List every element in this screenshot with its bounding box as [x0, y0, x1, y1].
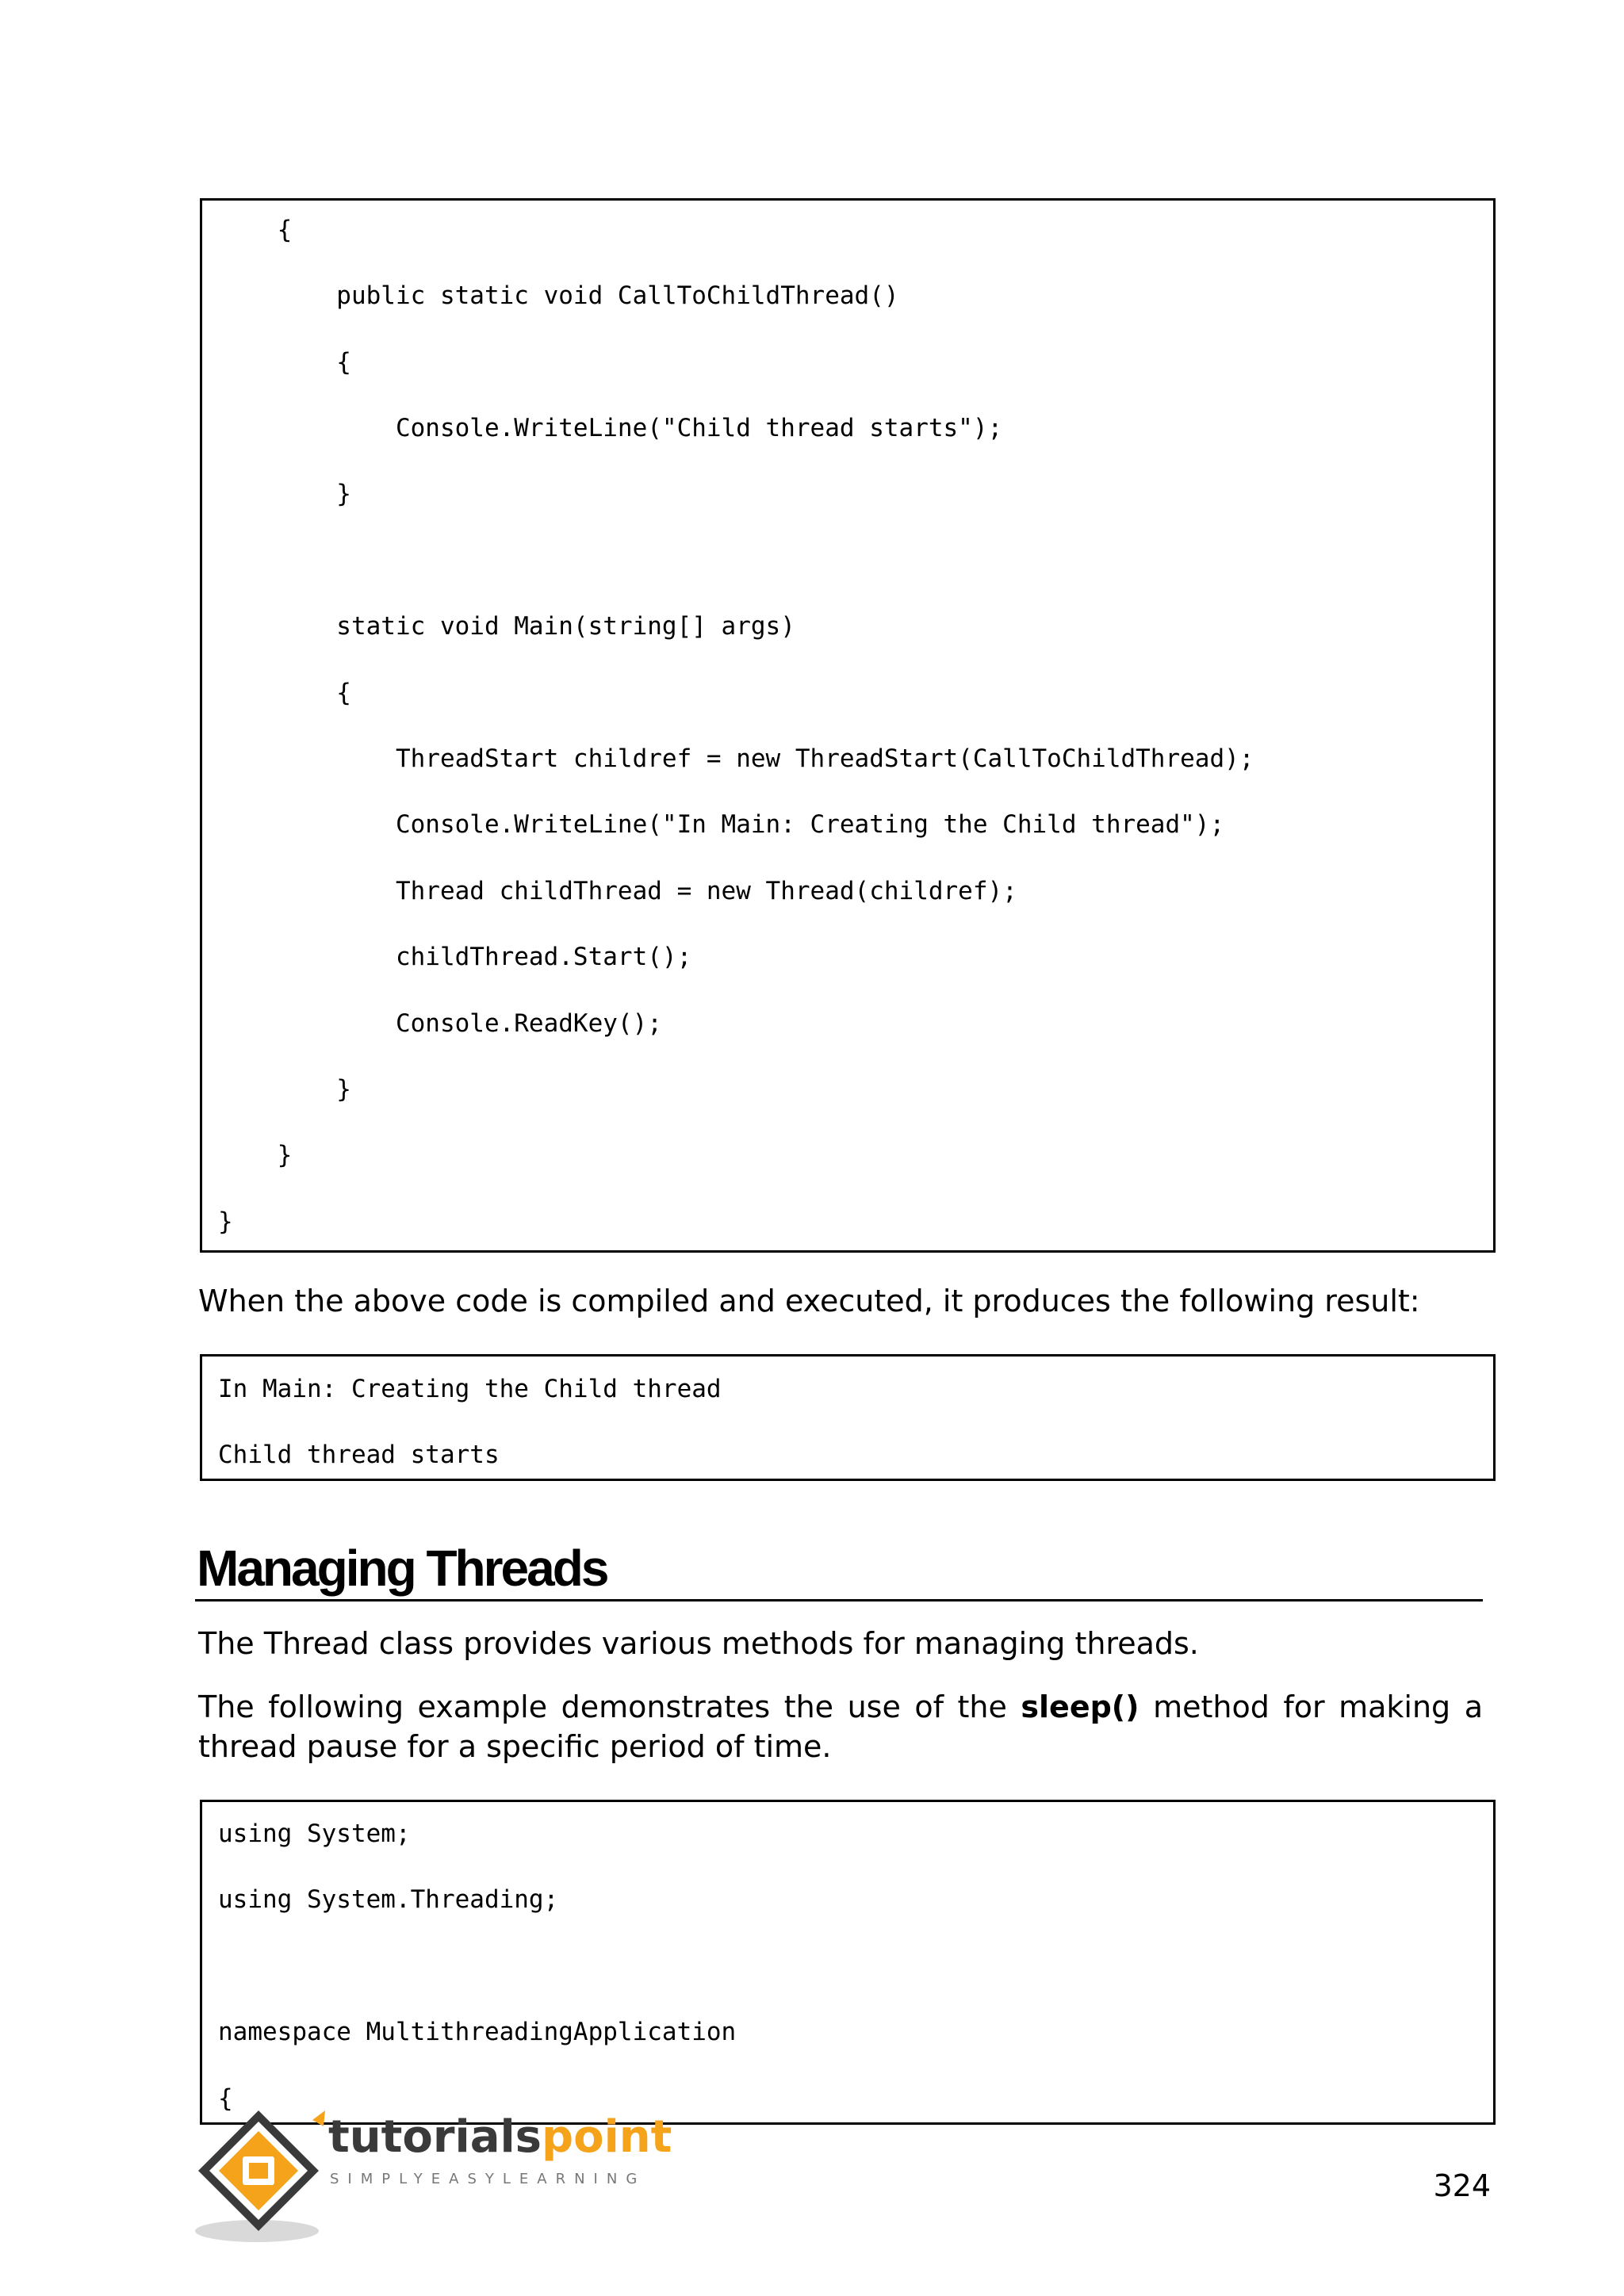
- result-intro-text: When the above code is compiled and executed, it produces the following result:: [198, 1284, 1420, 1318]
- code-line: }: [218, 480, 351, 508]
- code-block-main: [200, 198, 1496, 1253]
- code-line: }: [218, 1141, 293, 1169]
- output-line: Child thread starts: [218, 1441, 500, 1469]
- code-line: namespace MultithreadingApplication: [218, 2018, 737, 2046]
- code-line: Console.WriteLine("In Main: Creating the Child thread");: [218, 810, 1225, 839]
- paragraph-2-text-b: method for making a thread pause for a specific period of time.: [198, 1689, 1483, 1764]
- logo-tagline: SIMPLYEASYLEARNING: [330, 2171, 646, 2187]
- code-line: Console.ReadKey();: [218, 1009, 662, 1038]
- output-block: [200, 1354, 1496, 1481]
- code-line: Console.WriteLine("Child thread starts");: [218, 414, 1003, 442]
- logo-mark-icon: [193, 2104, 328, 2247]
- code-line: ThreadStart childref = new ThreadStart(CallToChildThread);: [218, 744, 1254, 773]
- code-line: static void Main(string[] args): [218, 612, 795, 641]
- code-line: using System.Threading;: [218, 1885, 559, 1914]
- code-line: }: [218, 1075, 351, 1104]
- code-line: public static void CallToChildThread(): [218, 281, 899, 310]
- code-line: {: [218, 2084, 233, 2113]
- logo-word-tutorials: tutorials: [328, 2111, 542, 2163]
- code-line: }: [218, 1207, 233, 1236]
- paragraph-1: The Thread class provides various methods for managing threads.: [198, 1626, 1199, 1661]
- code-line: {: [218, 216, 293, 244]
- code-line: using System;: [218, 1820, 411, 1848]
- code-line: {: [218, 679, 351, 707]
- code-line: {: [218, 348, 351, 377]
- output-line: In Main: Creating the Child thread: [218, 1375, 722, 1403]
- page-number: 324: [1433, 2168, 1491, 2203]
- code-line: childThread.Start();: [218, 943, 692, 971]
- code-line: Thread childThread = new Thread(childref);: [218, 877, 1017, 905]
- tutorialspoint-logo: [193, 2104, 672, 2247]
- heading-underline: [195, 1599, 1483, 1601]
- code-block-sleep-example: [200, 1800, 1496, 2125]
- logo-word-point: point: [542, 2111, 672, 2163]
- section-heading: Managing Threads: [197, 1540, 607, 1597]
- logo-wordmark: [328, 2112, 672, 2163]
- paragraph-2-text-a: The following example demonstrates the use of the: [198, 1689, 1007, 1724]
- paragraph-2: [198, 1687, 1483, 1766]
- sleep-method-name: sleep(): [1021, 1689, 1139, 1724]
